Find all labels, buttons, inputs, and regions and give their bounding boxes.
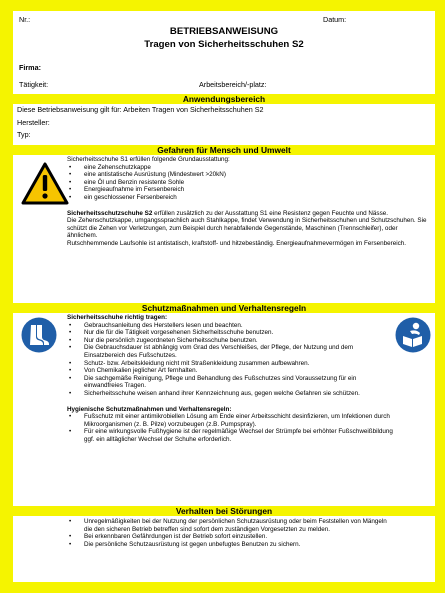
s2-bold-label: Sicherheitsschutzschuhe S2	[67, 209, 153, 217]
anwendungsbereich-heading: Anwendungsbereich	[13, 94, 435, 104]
schutz-list-2	[67, 413, 395, 443]
list-item: • Gebrauchsanleitung des Herstellers lesen und beachten.	[67, 322, 395, 330]
safety-boots-icon	[21, 317, 57, 353]
list-item: • Unregelmäßigkeiten bei der Nutzung der persönlichen Schutzausrüstung oder beim Feststellen von Mängeln die den sicheren Betrieb betreffen sind sofort dem zuständigen Vorgesetzten zu melden.	[67, 518, 395, 533]
list-item: • Sicherheitsschuhe weisen anhand ihrer Kennzeichnung aus, gegen welche Gefahren sie schützen.	[67, 390, 395, 398]
taetigkeit-label: Tätigkeit:	[19, 80, 49, 89]
read-manual-icon	[395, 317, 431, 353]
list-item: • Nur die für die Tätigkeit vorgesehenen Sicherheitsschuhe benutzen.	[67, 329, 395, 337]
nr-label: Nr.:	[19, 15, 31, 24]
list-item: • eine antistatische Ausrüstung (Mindestwert >20kN)	[67, 171, 429, 179]
hersteller-label: Hersteller:	[17, 118, 50, 127]
list-item: • Bei erkennbaren Gefährdungen ist der Betrieb sofort einzustellen.	[67, 533, 395, 541]
gefahren-text	[67, 156, 429, 248]
stoerungen-text	[67, 518, 395, 548]
list-item: • Die sachgemäße Reinigung, Pflege und Behandlung des Fußschutzes sind Voraussetzung für ein einwandfreies Tragen.	[67, 375, 395, 390]
list-item: • Energieaufnahme im Fersenbereich	[67, 186, 429, 194]
stoerungen-heading: Verhalten bei Störungen	[13, 506, 435, 516]
gefahren-intro: Sicherheitsschuhe S1 erfüllen folgende Grundausstattung:	[67, 156, 230, 163]
header-nr-row	[19, 15, 429, 24]
s2-text: erfüllen zusätzlich zu der Ausstattung S1 eine Resistenz gegen Feuchte und Nässe.	[152, 209, 388, 217]
list-item: • eine Zehenschutzkappe	[67, 164, 429, 172]
list-item: • ein geschlossener Fersenbereich	[67, 194, 429, 202]
list-item: • eine Öl und Benzin resistente Sohle	[67, 179, 429, 187]
typ-label: Typ:	[17, 130, 31, 139]
schutz-heading: Schutzmaßnahmen und Verhaltensregeln	[13, 303, 435, 313]
anwendungsbereich-text: Diese Betriebsanweisung gilt für: Arbeiten Tragen von Sicherheitsschuhen S2	[17, 105, 264, 114]
list-item: • Nur die persönlich zugeordneten Sicherheitsschuhe benutzen.	[67, 337, 395, 345]
warning-triangle-icon	[21, 162, 69, 205]
schutz-list-1	[67, 322, 395, 398]
list-item: • Für eine wirkungsvolle Fußhygiene ist der regelmäßige Wechsel der Strümpfe bei erhöhter Fußschweißbildung ggf. ein alltäglicher Wechsel der Schuhe erforderlich.	[67, 428, 395, 443]
firma-label: Firma:	[19, 63, 41, 72]
list-item: • Die Gebrauchsdauer ist abhängig vom Grad des Verschleißes, der Pflege, der Nutzung und dem Einsatzbereich des Fußschutzes.	[67, 344, 395, 359]
list-item: • Fußschutz mit einer antimikrobiellen Lösung am Ende einer Arbeitsschicht desinfizieren, um Infektionen durch Mikroorganismen (z. B. Pilze) vorzubeugen (z.B. Pumpspray).	[67, 413, 395, 428]
schutz-sub1: Sicherheitsschuhe richtig tragen:	[67, 314, 168, 321]
gefahren-s2-paragraph	[67, 210, 429, 218]
gefahren-laufsohle-paragraph: Rutschhemmende Laufsohle ist antistatisch, kraftstoff- und hitzebeständig. Energieaufnahmevermögen im Fersenbereich.	[67, 239, 407, 247]
gefahren-list	[67, 164, 429, 202]
list-item: • Die persönliche Schutzausrüstung ist gegen unbefugtes Benutzen zu sichern.	[67, 541, 395, 549]
schutz-text	[67, 314, 395, 444]
list-item: • Schutz- bzw. Arbeitskleidung nicht mit Straßenkleidung zusammen aufbewahren.	[67, 360, 395, 368]
datum-label: Datum:	[323, 15, 347, 24]
document-sheet	[13, 11, 435, 582]
gefahren-zehenschutz-paragraph: Die Zehenschutzkappe, umgangssprachlich auch Stahlkappe, findet Verwendung in Sicherheitsschuhen und Schutzschuhen. Sie schützt die Zehen vor Verletzungen, zum Beispiel durch herabfallende Gegenstände, Maschinen (Trennschleifer), oder ähnlichem.	[67, 217, 427, 240]
document-subtitle: Tragen von Sicherheitsschuhen S2	[144, 39, 304, 50]
schutz-sub2: Hygienische Schutzmaßnahmen und Verhaltensregeln:	[67, 405, 232, 413]
list-item: • Von Chemikalien jeglicher Art fernhalten.	[67, 367, 395, 375]
arbeitsbereich-label: Arbeitsbereich/-platz:	[199, 80, 267, 89]
stoerungen-list	[67, 518, 395, 548]
gefahren-heading: Gefahren für Mensch und Umwelt	[13, 145, 435, 155]
document-title: BETRIEBSANWEISUNG	[169, 26, 279, 37]
